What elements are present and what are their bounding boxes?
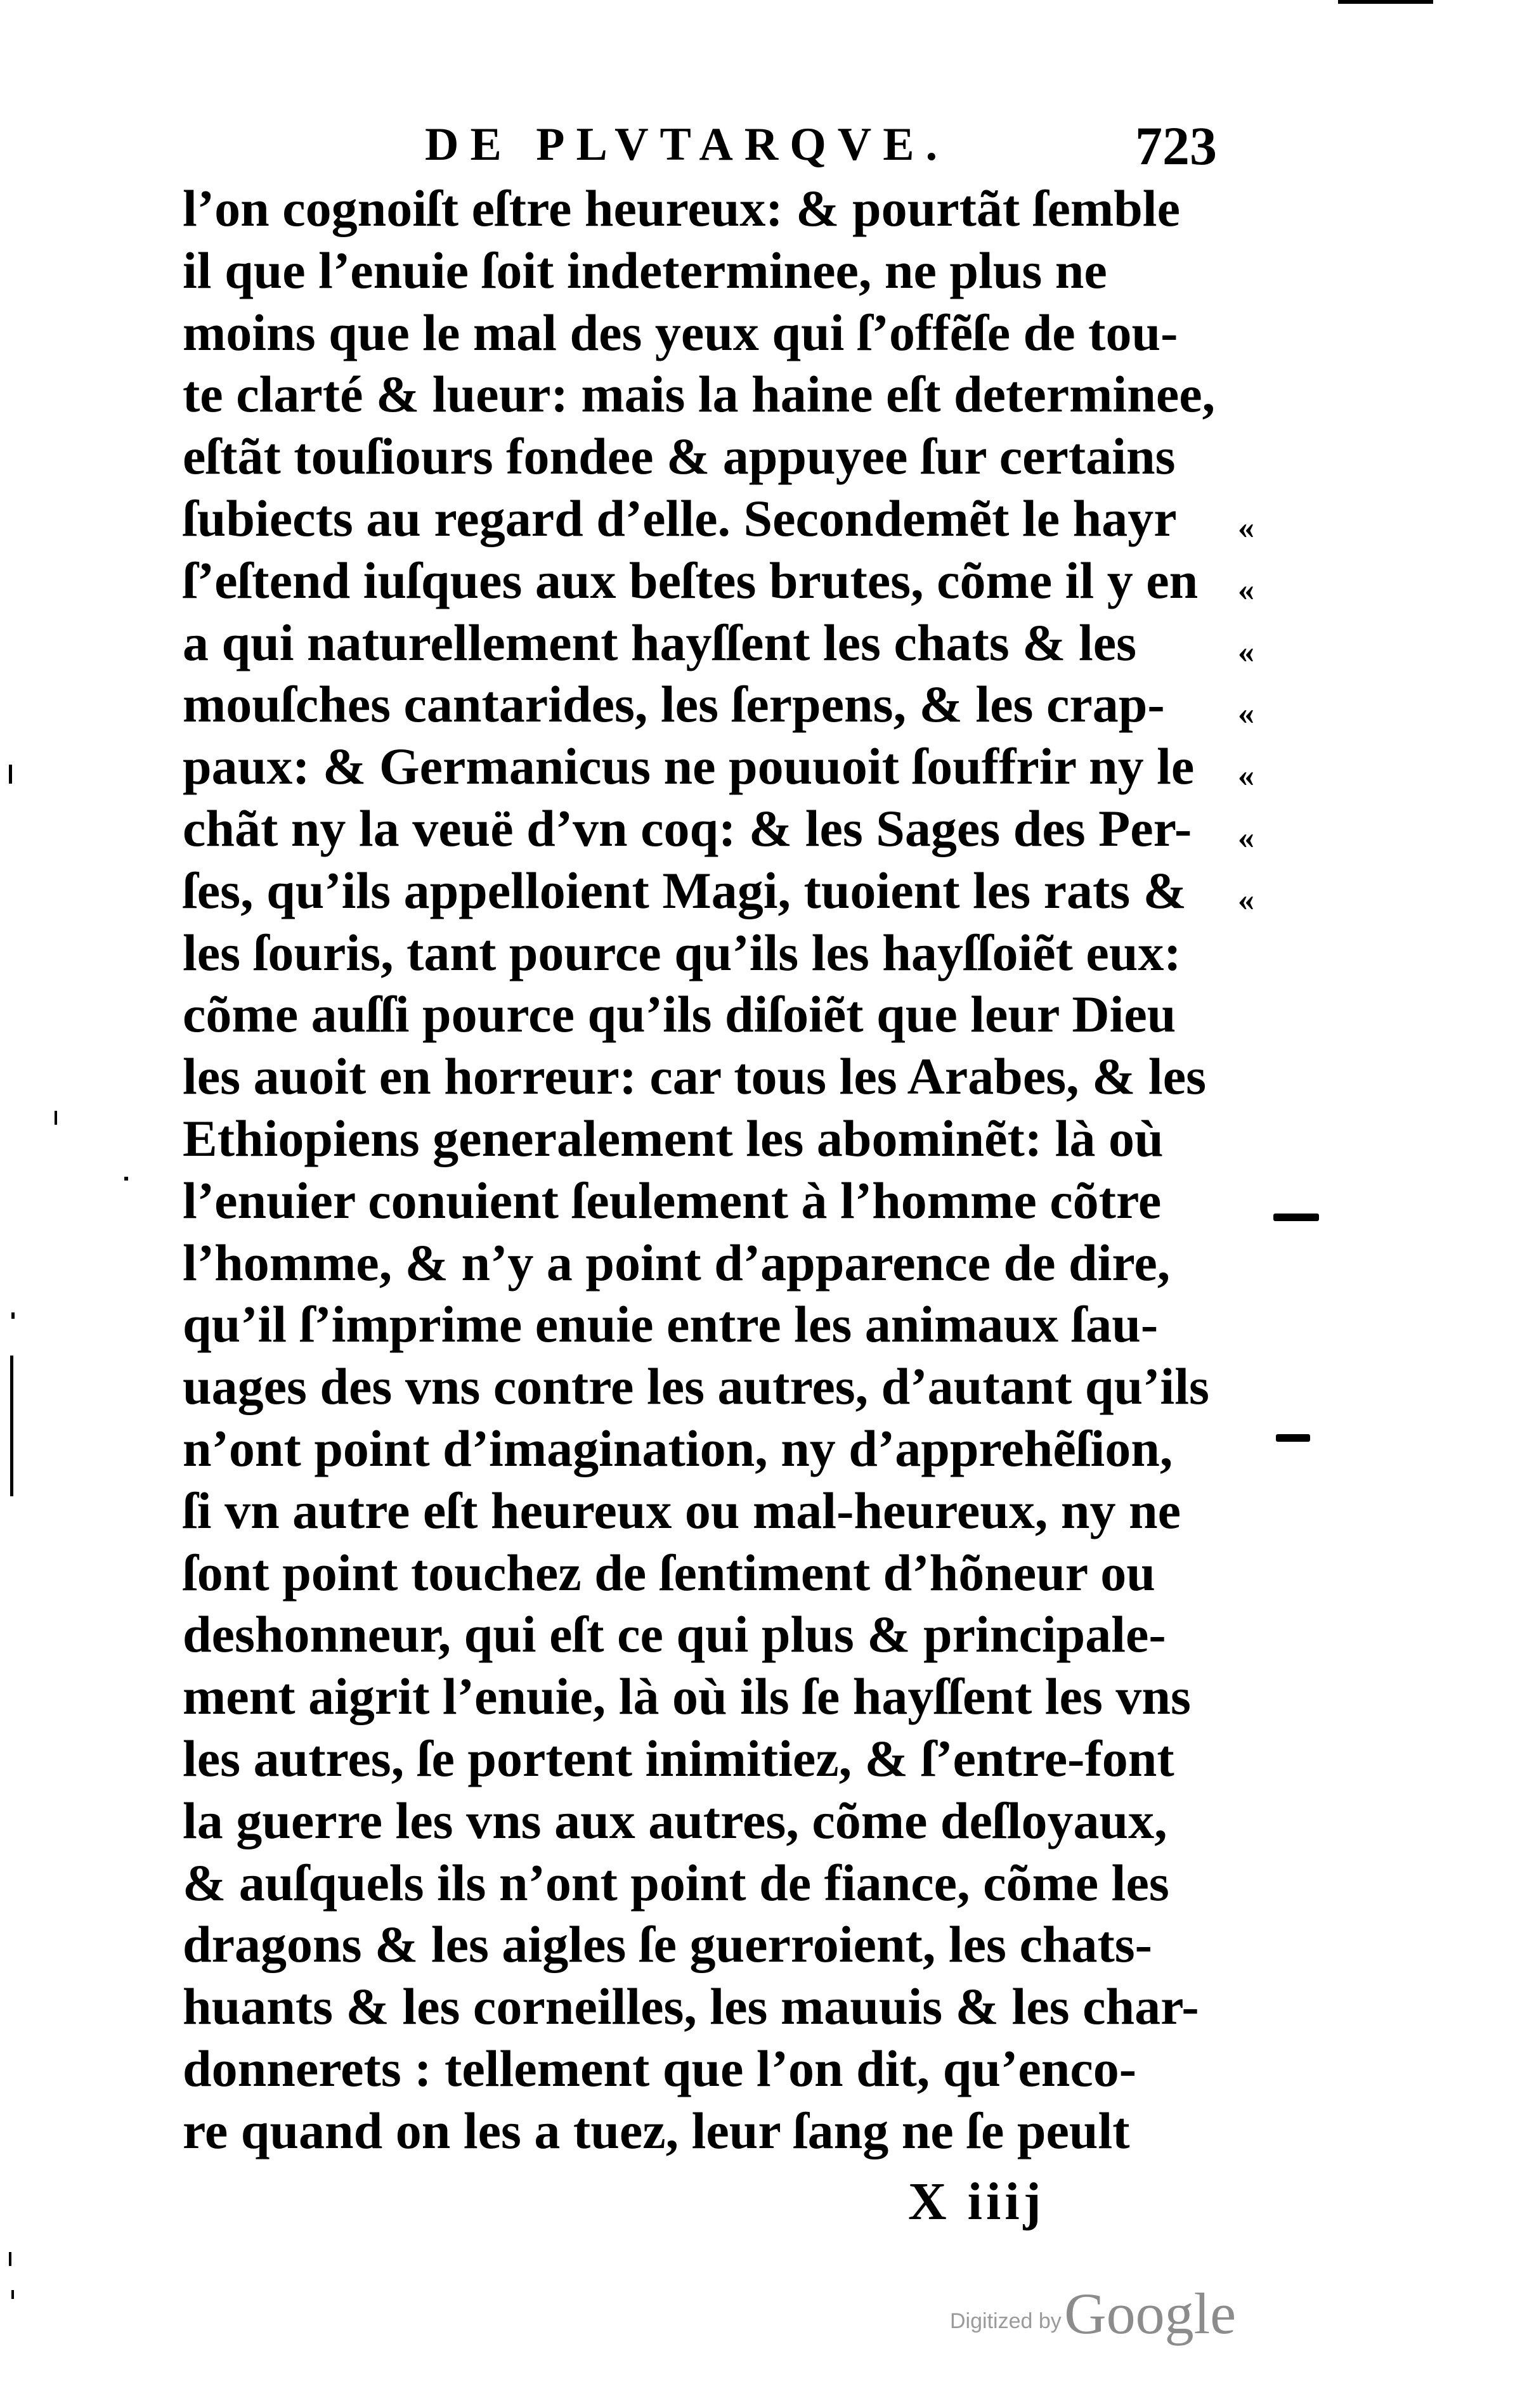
body-text <box>183 178 1261 2162</box>
text-line: ment aigrit l’enuie, là où ils ſe hayſſent les vns <box>183 1667 1191 1726</box>
text-line: eſtãt touſiours fondee & appuyee ſur certains <box>183 427 1176 486</box>
margin-quote-marks <box>1238 497 1276 931</box>
text-line: Ethiopiens generalement les abominẽt: là où <box>183 1109 1164 1167</box>
running-head: DE PLVTARQVE. <box>425 119 949 171</box>
quote-mark: « <box>1238 881 1254 918</box>
quote-mark: « <box>1238 510 1254 546</box>
text-line: moins que le mal des yeux qui ſ’offẽſe de tou- <box>183 303 1178 361</box>
text-line: ſes, qu’ils appelloient Magi, tuoient les rats & <box>183 861 1187 919</box>
text-line: les autres, ſe portent inimitiez, & ſ’entre-font <box>183 1729 1174 1787</box>
text-line: il que l’enuie ſoit indeterminee, ne plus ne <box>183 241 1107 299</box>
quote-mark: « <box>1238 758 1254 794</box>
page-number: 723 <box>1135 115 1217 176</box>
text-line: les ſouris, tant pource qu’ils les hayſſoiẽt eux: <box>183 923 1181 981</box>
text-line: & auſquels ils n’ont point de fiance, cõme les <box>183 1853 1169 1912</box>
text-line: qu’il ſ’imprime enuie entre les animaux ſau- <box>183 1295 1159 1354</box>
quote-mark: « <box>1238 696 1254 732</box>
text-line: les auoit en horreur: car tous les Arabes, & les <box>183 1047 1207 1106</box>
page-edge-mark <box>1338 0 1433 4</box>
text-line: a qui naturellement hayſſent les chats & les <box>183 613 1137 671</box>
text-line: paux: & Germanicus ne pouuoit ſouffrir ny le <box>183 737 1195 796</box>
text-line: chãt ny la veuë d’vn coq: & les Sages des Per- <box>183 799 1192 857</box>
watermark-prefix: Digitized by <box>950 2309 1062 2333</box>
watermark-logo: Google <box>1064 2281 1237 2346</box>
text-line: l’on cognoiſt eſtre heureux: & pourtãt ſemble <box>183 179 1180 237</box>
quote-mark: « <box>1238 633 1254 670</box>
text-line: donnerets : tellement que l’on dit, qu’enco- <box>183 2039 1137 2097</box>
margin-dash <box>1273 1214 1319 1221</box>
text-line: huants & les corneilles, les mauuis & les char- <box>183 1978 1199 2036</box>
text-line: la guerre les vns aux autres, cõme deſloyaux, <box>183 1791 1167 1849</box>
margin-dash <box>1276 1434 1310 1442</box>
digitized-watermark <box>950 2280 1236 2347</box>
text-line: n’ont point d’imagination, ny d’apprehẽſion, <box>183 1419 1173 1477</box>
page-header <box>412 113 1249 183</box>
quote-mark: « <box>1238 571 1254 608</box>
text-line: ſont point touchez de ſentiment d’hõneur ou <box>183 1543 1155 1602</box>
text-line: mouſches cantarides, les ſerpens, & les crap- <box>183 675 1165 734</box>
text-line: cõme auſſi pource qu’ils diſoiẽt que leur Dieu <box>183 985 1176 1044</box>
quote-mark: « <box>1238 819 1254 856</box>
text-line: l’enuier conuient ſeulement à l’homme cõtre <box>183 1171 1162 1229</box>
text-line: ſi vn autre eſt heureux ou mal-heureux, ny ne <box>183 1481 1181 1539</box>
text-line: re quand on les a tuez, leur ſang ne ſe peult <box>183 2101 1130 2159</box>
text-line: ſ’eſtend iuſques aux beſtes brutes, cõme il y en <box>183 551 1199 609</box>
signature-mark: X iiij <box>908 2172 1045 2231</box>
text-line: l’homme, & n’y a point d’apparence de dire, <box>183 1233 1171 1291</box>
text-line: dragons & les aigles ſe guerroient, les chats- <box>183 1915 1152 1974</box>
text-line: ſubiects au regard d’elle. Secondemẽt le hayr <box>183 489 1177 547</box>
text-line: te clarté & lueur: mais la haine eſt determinee, <box>183 365 1216 424</box>
text-line: uages des vns contre les autres, d’autant qu’ils <box>183 1357 1209 1416</box>
text-line: deshonneur, qui eſt ce qui plus & principale- <box>183 1605 1166 1664</box>
